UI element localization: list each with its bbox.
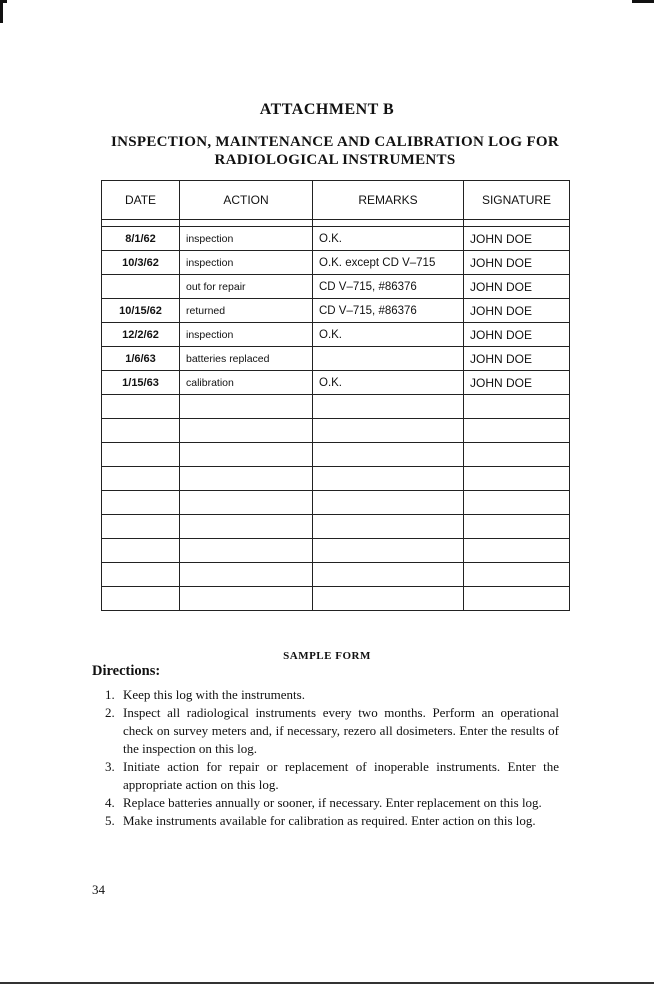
cell-remarks	[313, 587, 464, 611]
cell-remarks	[313, 395, 464, 419]
cell-remarks: CD V–715, #86376	[313, 299, 464, 323]
table-row	[102, 467, 570, 491]
cell-signature	[464, 467, 570, 491]
cell-action	[180, 515, 313, 539]
spacer-cell	[102, 220, 180, 227]
direction-number: 4.	[105, 795, 115, 810]
cell-date	[102, 587, 180, 611]
spacer-cell	[464, 220, 570, 227]
cell-action: out for repair	[180, 275, 313, 299]
directions-heading: Directions:	[92, 663, 161, 679]
column-header-date: DATE	[102, 181, 180, 220]
cell-remarks	[313, 419, 464, 443]
cell-action: inspection	[180, 251, 313, 275]
cell-date	[102, 275, 180, 299]
cell-signature: JOHN DOE	[464, 299, 570, 323]
cell-signature: JOHN DOE	[464, 323, 570, 347]
column-header-signature: SIGNATURE	[464, 181, 570, 220]
cell-date	[102, 419, 180, 443]
direction-text: Make instruments available for calibration as required. Enter action on this log.	[123, 813, 536, 828]
cell-action	[180, 467, 313, 491]
direction-number: 3.	[105, 759, 115, 774]
cell-remarks: O.K.	[313, 227, 464, 251]
cell-signature	[464, 539, 570, 563]
cell-signature: JOHN DOE	[464, 347, 570, 371]
cell-signature: JOHN DOE	[464, 371, 570, 395]
table-row	[102, 419, 570, 443]
cell-signature	[464, 395, 570, 419]
cell-action: inspection	[180, 227, 313, 251]
table-row	[102, 227, 570, 251]
cell-action	[180, 443, 313, 467]
cell-remarks	[313, 347, 464, 371]
cell-action	[180, 491, 313, 515]
cell-remarks	[313, 467, 464, 491]
table-row	[102, 491, 570, 515]
log-table	[101, 180, 570, 611]
table-row	[102, 539, 570, 563]
cell-signature	[464, 419, 570, 443]
spacer-cell	[180, 220, 313, 227]
direction-text: Replace batteries annually or sooner, if necessary. Enter replacement on this log.	[123, 795, 542, 810]
cell-action: batteries replaced	[180, 347, 313, 371]
sample-form-label: SAMPLE FORM	[283, 650, 371, 662]
column-header-action: ACTION	[180, 181, 313, 220]
table-header-row	[102, 181, 570, 220]
cell-date: 1/6/63	[102, 347, 180, 371]
spacer-cell	[313, 220, 464, 227]
direction-text: Inspect all radiological instruments every two months. Perform an operational check on survey meters and, if necessary, rezero all dosimeters. Enter the results of the inspection on this log.	[123, 705, 559, 756]
direction-text: Initiate action for repair or replacement of inoperable instruments. Enter the appropriate action on this log.	[123, 759, 559, 792]
table-row	[102, 275, 570, 299]
cell-remarks	[313, 515, 464, 539]
cell-date: 12/2/62	[102, 323, 180, 347]
cell-remarks	[313, 443, 464, 467]
table-row	[102, 347, 570, 371]
page-number: 34	[92, 882, 105, 897]
table-row	[102, 515, 570, 539]
cell-remarks	[313, 539, 464, 563]
cell-remarks: CD V–715, #86376	[313, 275, 464, 299]
page-subtitle: INSPECTION, MAINTENANCE AND CALIBRATION LOG FOR RADIOLOGICAL INSTRUMENTS	[110, 134, 560, 168]
table-row	[102, 563, 570, 587]
direction-number: 1.	[105, 687, 115, 702]
bottom-rule	[0, 982, 654, 984]
direction-item	[105, 704, 559, 758]
top-edge-mark	[632, 0, 654, 3]
cell-date	[102, 491, 180, 515]
cell-signature	[464, 443, 570, 467]
cell-remarks: O.K.	[313, 371, 464, 395]
cell-signature: JOHN DOE	[464, 227, 570, 251]
direction-text: Keep this log with the instruments.	[123, 687, 305, 702]
table-spacer-row	[102, 220, 570, 227]
cell-date	[102, 443, 180, 467]
table-row	[102, 395, 570, 419]
cell-remarks	[313, 491, 464, 515]
cell-remarks	[313, 563, 464, 587]
direction-item	[105, 686, 559, 704]
cell-action: inspection	[180, 323, 313, 347]
corner-crop-mark	[0, 0, 7, 23]
table-row	[102, 323, 570, 347]
page-title: ATTACHMENT B	[259, 101, 395, 118]
direction-item	[105, 794, 559, 812]
cell-date: 1/15/63	[102, 371, 180, 395]
table-row	[102, 443, 570, 467]
cell-signature	[464, 491, 570, 515]
cell-date	[102, 515, 180, 539]
cell-date: 10/3/62	[102, 251, 180, 275]
cell-date	[102, 467, 180, 491]
cell-date	[102, 395, 180, 419]
cell-remarks: O.K.	[313, 323, 464, 347]
column-header-remarks: REMARKS	[313, 181, 464, 220]
table-row	[102, 587, 570, 611]
table-row	[102, 251, 570, 275]
cell-signature	[464, 515, 570, 539]
cell-date	[102, 539, 180, 563]
cell-action	[180, 539, 313, 563]
cell-remarks: O.K. except CD V–715	[313, 251, 464, 275]
cell-signature	[464, 587, 570, 611]
cell-action	[180, 587, 313, 611]
cell-date: 8/1/62	[102, 227, 180, 251]
log-table-body	[102, 220, 570, 611]
direction-number: 5.	[105, 813, 115, 828]
cell-signature: JOHN DOE	[464, 251, 570, 275]
cell-signature	[464, 563, 570, 587]
cell-action	[180, 419, 313, 443]
cell-signature: JOHN DOE	[464, 275, 570, 299]
direction-number: 2.	[105, 705, 115, 720]
cell-action: calibration	[180, 371, 313, 395]
cell-action	[180, 563, 313, 587]
direction-item	[105, 758, 559, 794]
cell-action: returned	[180, 299, 313, 323]
table-row	[102, 371, 570, 395]
direction-item	[105, 812, 559, 830]
table-row	[102, 299, 570, 323]
cell-date: 10/15/62	[102, 299, 180, 323]
cell-date	[102, 563, 180, 587]
cell-action	[180, 395, 313, 419]
directions-list	[105, 686, 559, 830]
